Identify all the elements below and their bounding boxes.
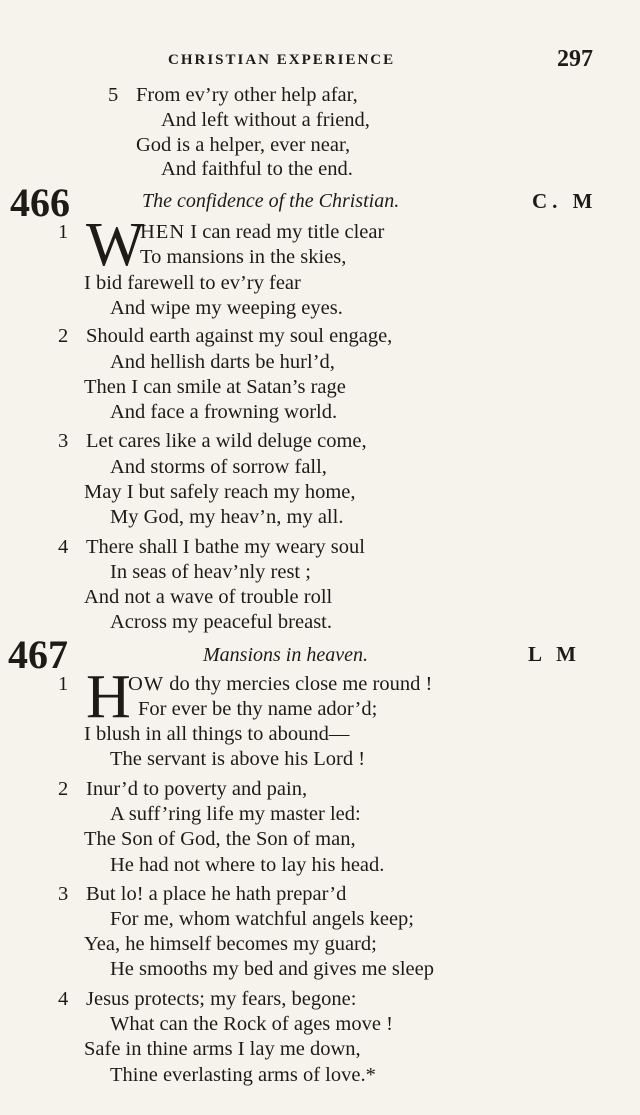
- verse-line: 4 There shall I bathe my weary soul: [58, 536, 365, 558]
- hymn-meter: C. M: [532, 189, 598, 213]
- verse-line: May I but safely reach my home,: [84, 481, 356, 503]
- hymn-meter: L M: [528, 642, 581, 666]
- verse-line: For me, whom watchful angels keep;: [110, 908, 415, 930]
- verse-line: To mansions in the skies,: [140, 246, 347, 268]
- verse-line: Across my peaceful breast.: [110, 611, 332, 633]
- verse-line: What can the Rock of ages move !: [110, 1013, 393, 1035]
- stanza-number: 1: [58, 673, 69, 695]
- verse-line: And left without a friend,: [161, 109, 370, 131]
- verse-line: The Son of God, the Son of man,: [84, 828, 356, 850]
- hymn-title: Mansions in heaven.: [203, 644, 368, 666]
- verse-line: I blush in all things to abound—: [84, 723, 350, 745]
- verse-line: A suff’ring life my master led:: [110, 803, 361, 825]
- page-number: 297: [557, 46, 593, 72]
- verse-line: In seas of heav’nly rest ;: [110, 561, 311, 583]
- verse-line: OW do thy mercies close me round !: [128, 673, 433, 695]
- verse-line: He smooths my bed and gives me sleep: [110, 958, 434, 980]
- stanza-number: 1: [58, 221, 69, 243]
- verse-line: And faithful to the end.: [161, 158, 353, 180]
- verse-line: HEN I can read my title clear: [140, 221, 385, 243]
- hymn-title: The confidence of the Christian.: [142, 190, 400, 212]
- running-head: CHRISTIAN EXPERIENCE: [168, 52, 396, 68]
- stanza-number: 5: [108, 84, 119, 106]
- verse-line: 3 But lo! a place he hath prepar’d: [58, 883, 347, 905]
- verse-line: Then I can smile at Satan’s rage: [84, 376, 346, 398]
- verse-line: And face a frowning world.: [110, 401, 338, 423]
- page-header: [0, 46, 640, 76]
- verse-line: Safe in thine arms I lay me down,: [84, 1038, 361, 1060]
- verse-line: 2 Should earth against my soul engage,: [58, 325, 393, 347]
- verse-line: My God, my heav’n, my all.: [110, 506, 344, 528]
- verse-line: He had not where to lay his head.: [110, 854, 385, 876]
- verse-line: Thine everlasting arms of love.*: [110, 1064, 376, 1086]
- verse-line: The servant is above his Lord !: [110, 748, 366, 770]
- hymn-number: 466: [10, 180, 70, 225]
- verse-line: And hellish darts be hurl’d,: [110, 351, 335, 373]
- hymn-number: 467: [8, 632, 68, 677]
- drop-cap: H: [86, 663, 131, 731]
- verse-line: 4 Jesus protects; my fears, begone:: [58, 988, 357, 1010]
- verse-line: 5 From ev’ry other help afar,: [108, 84, 358, 106]
- verse-line: And wipe my weeping eyes.: [110, 297, 343, 319]
- verse-line: Yea, he himself becomes my guard;: [84, 933, 377, 955]
- verse-line: 3 Let cares like a wild deluge come,: [58, 430, 367, 452]
- verse-line: And storms of sorrow fall,: [110, 456, 327, 478]
- verse-line: For ever be thy name ador’d;: [138, 698, 378, 720]
- verse-line: 2 Inur’d to poverty and pain,: [58, 778, 308, 800]
- verse-line: And not a wave of trouble roll: [84, 586, 333, 608]
- verse-line: God is a helper, ever near,: [136, 134, 351, 156]
- verse-line: I bid farewell to ev’ry fear: [84, 272, 301, 294]
- drop-cap: W: [86, 211, 145, 279]
